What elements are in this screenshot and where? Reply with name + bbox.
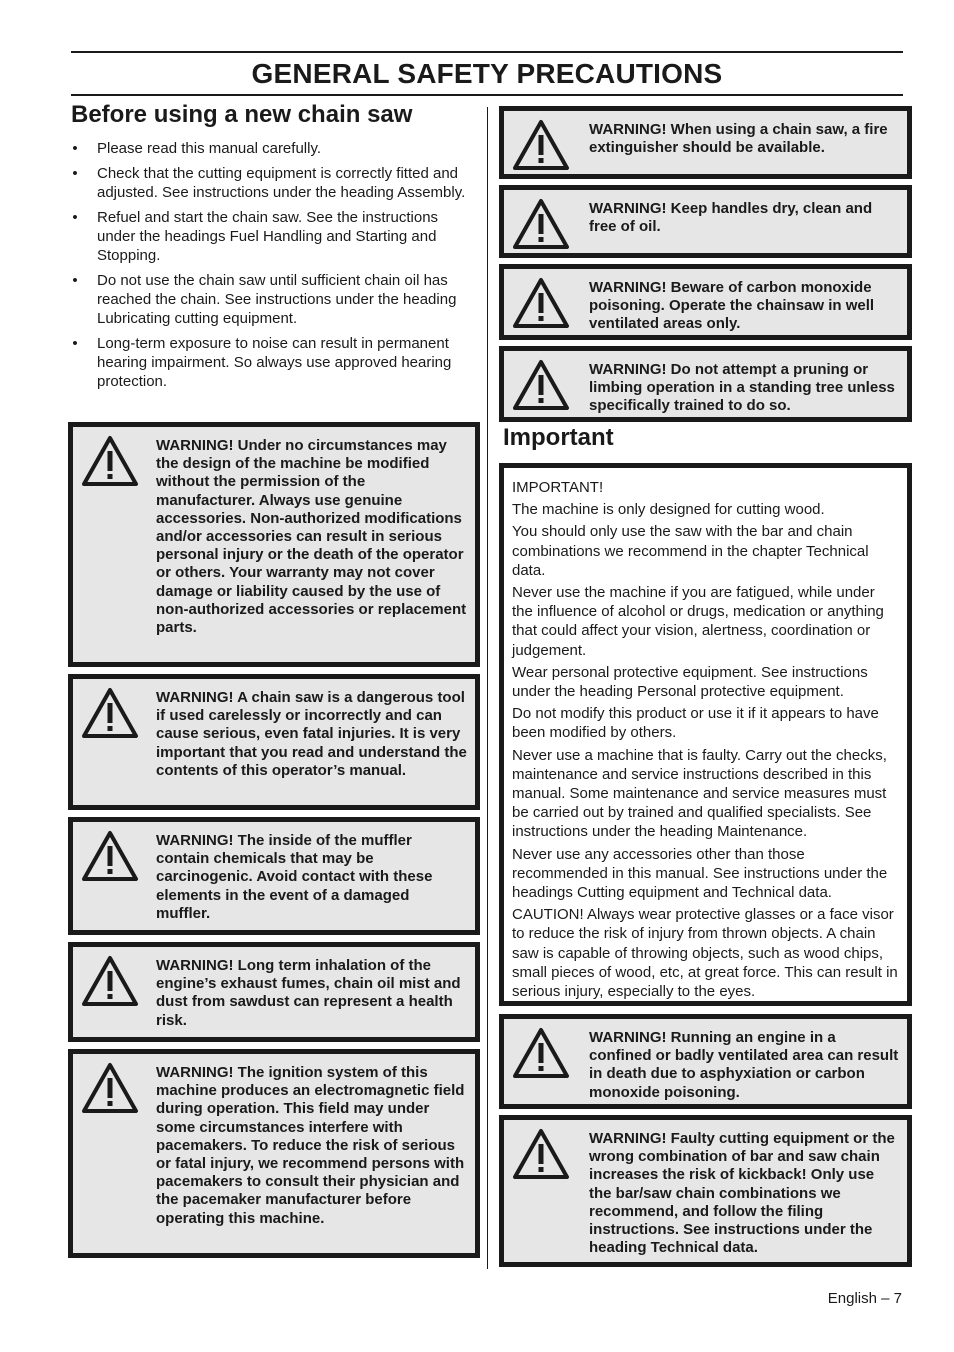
important-paragraph: Wear personal protective equipment. See instructions under the heading Personal protective equipment. [512, 663, 868, 701]
column-divider [487, 107, 488, 1269]
warning-text: WARNING! When using a chain saw, a fire extinguisher should be available. [589, 121, 888, 157]
bullet-marker: • [72, 165, 78, 182]
important-paragraph: The machine is only designed for cutting wood. [512, 501, 825, 519]
warning-triangle-icon [512, 1027, 570, 1079]
warning-box [499, 346, 912, 422]
list-item [71, 334, 471, 391]
list-item-text: Refuel and start the chain saw. See the instructions under the headings Fuel Handling and Starting and Stopping. [97, 209, 439, 264]
warning-triangle-icon [512, 277, 570, 329]
important-paragraph: You should only use the saw with the bar and chain combinations we recommend in the chapter Technical data. [512, 523, 869, 579]
warning-text: WARNING! Keep handles dry, clean and free of oil. [589, 200, 873, 236]
warning-text: WARNING! Faulty cutting equipment or the wrong combination of bar and saw chain increases the risk of kickback! Only use the bar/saw chain combinations we recommend, and follow the filing instructions. See instructions under the heading Technical data. [589, 1130, 895, 1257]
list-item [71, 164, 471, 202]
warning-box [68, 422, 480, 667]
page-number: English – 7 [827, 1290, 902, 1307]
list-item [71, 139, 471, 158]
warning-text: WARNING! The ignition system of this machine produces an electromagnetic field during operation. This field may under some circumstances interfere with pacemakers. To reduce the risk of serious or fatal injury, we recommend persons with pacemakers to consult their physician and the pacemaker manufacturer before operating this machine. [156, 1064, 465, 1227]
important-paragraph: Never use any accessories other than those recommended in this manual. See instructions under the headings Cutting equipment and Technical data. [512, 845, 888, 902]
title-rule [71, 94, 903, 96]
page-title: GENERAL SAFETY PRECAUTIONS [251, 58, 723, 89]
bullet-marker: • [72, 335, 78, 352]
warning-text: WARNING! Beware of carbon monoxide poisoning. Operate the chainsaw in well ventilated areas only. [589, 279, 875, 333]
warning-box [68, 942, 480, 1042]
warning-text: WARNING! Do not attempt a pruning or limbing operation in a standing tree unless specifically trained to do so. [589, 361, 895, 415]
bullet-marker: • [72, 209, 78, 226]
warning-triangle-icon [81, 955, 139, 1007]
warning-box [499, 106, 912, 179]
warning-triangle-icon [512, 359, 570, 411]
list-item [71, 271, 471, 328]
bullet-marker: • [72, 272, 78, 289]
list-item-text: Please read this manual carefully. [97, 140, 322, 157]
list-item-text: Long-term exposure to noise can result in permanent hearing impairment. So always use approved hearing protection. [97, 335, 452, 390]
warning-text: WARNING! Long term inhalation of the engine’s exhaust fumes, chain oil mist and dust from sawdust can represent a health risk. [156, 957, 461, 1029]
important-box [499, 463, 912, 1006]
warning-box [499, 1014, 912, 1109]
important-paragraph: CAUTION! Always wear protective glasses or a face visor to reduce the risk of injury from thrown objects. A chain saw is capable of throwing objects, such as wood chips, small pieces of wood, etc, at great force. This can result in serious injury, especially to the eyes. [512, 906, 898, 1001]
important-paragraph: IMPORTANT! [512, 479, 604, 496]
list-item [71, 208, 471, 265]
section-heading-new-chain-saw: Before using a new chain saw [71, 101, 413, 128]
warning-triangle-icon [512, 1128, 570, 1180]
warning-text: WARNING! A chain saw is a dangerous tool if used carelessly or incorrectly and can cause serious, even fatal injuries. It is very important that you read and understand the contents of this operator’s manual. [156, 689, 467, 779]
warning-text: WARNING! Under no circumstances may the design of the machine be modified without the permission of the manufacturer. Always use genuine accessories. Non-authorized modifications and/or accessories can result in serious personal injury or the death of the operator or others. Your warranty may not cover damage or liability caused by the use of non-authorized accessories or replacement parts. [156, 437, 467, 637]
important-body [512, 478, 899, 1004]
warning-triangle-icon [81, 830, 139, 882]
warning-triangle-icon [81, 687, 139, 739]
top-rule [71, 51, 903, 53]
warning-text: WARNING! Running an engine in a confined or badly ventilated area can result in death due to asphyxiation or carbon monoxide poisoning. [589, 1029, 899, 1101]
warning-box [499, 185, 912, 258]
warning-box [499, 1115, 912, 1267]
warning-box [499, 264, 912, 340]
list-item-text: Do not use the chain saw until sufficient chain oil has reached the chain. See instructions under the heading Lubricating cutting equipment. [97, 272, 457, 327]
bullet-list [71, 139, 471, 397]
bullet-marker: • [72, 140, 78, 157]
section-heading-important: Important [503, 424, 614, 451]
warning-triangle-icon [512, 198, 570, 250]
warning-triangle-icon [81, 1062, 139, 1114]
warning-text: WARNING! The inside of the muffler contain chemicals that may be carcinogenic. Avoid contact with these elements in the event of a damaged muffler. [156, 832, 433, 922]
important-paragraph: Never use the machine if you are fatigued, while under the influence of alcohol or drugs, medication or anything that could affect your vision, alertness, coordination or judgement. [512, 584, 884, 659]
warning-box [68, 1049, 480, 1258]
important-paragraph: Never use a machine that is faulty. Carry out the checks, maintenance and service instructions described in this manual. Some maintenance and service measures must be carried out by trained and qualified specialists. See instructions under the heading Maintenance. [512, 746, 887, 841]
warning-box [68, 817, 480, 935]
list-item-text: Check that the cutting equipment is correctly fitted and adjusted. See instructions under the heading Assembly. [97, 165, 466, 201]
important-paragraph: Do not modify this product or use it if it appears to have been modified by others. [512, 705, 879, 742]
warning-triangle-icon [512, 119, 570, 171]
warning-triangle-icon [81, 435, 139, 487]
warning-box [68, 674, 480, 810]
